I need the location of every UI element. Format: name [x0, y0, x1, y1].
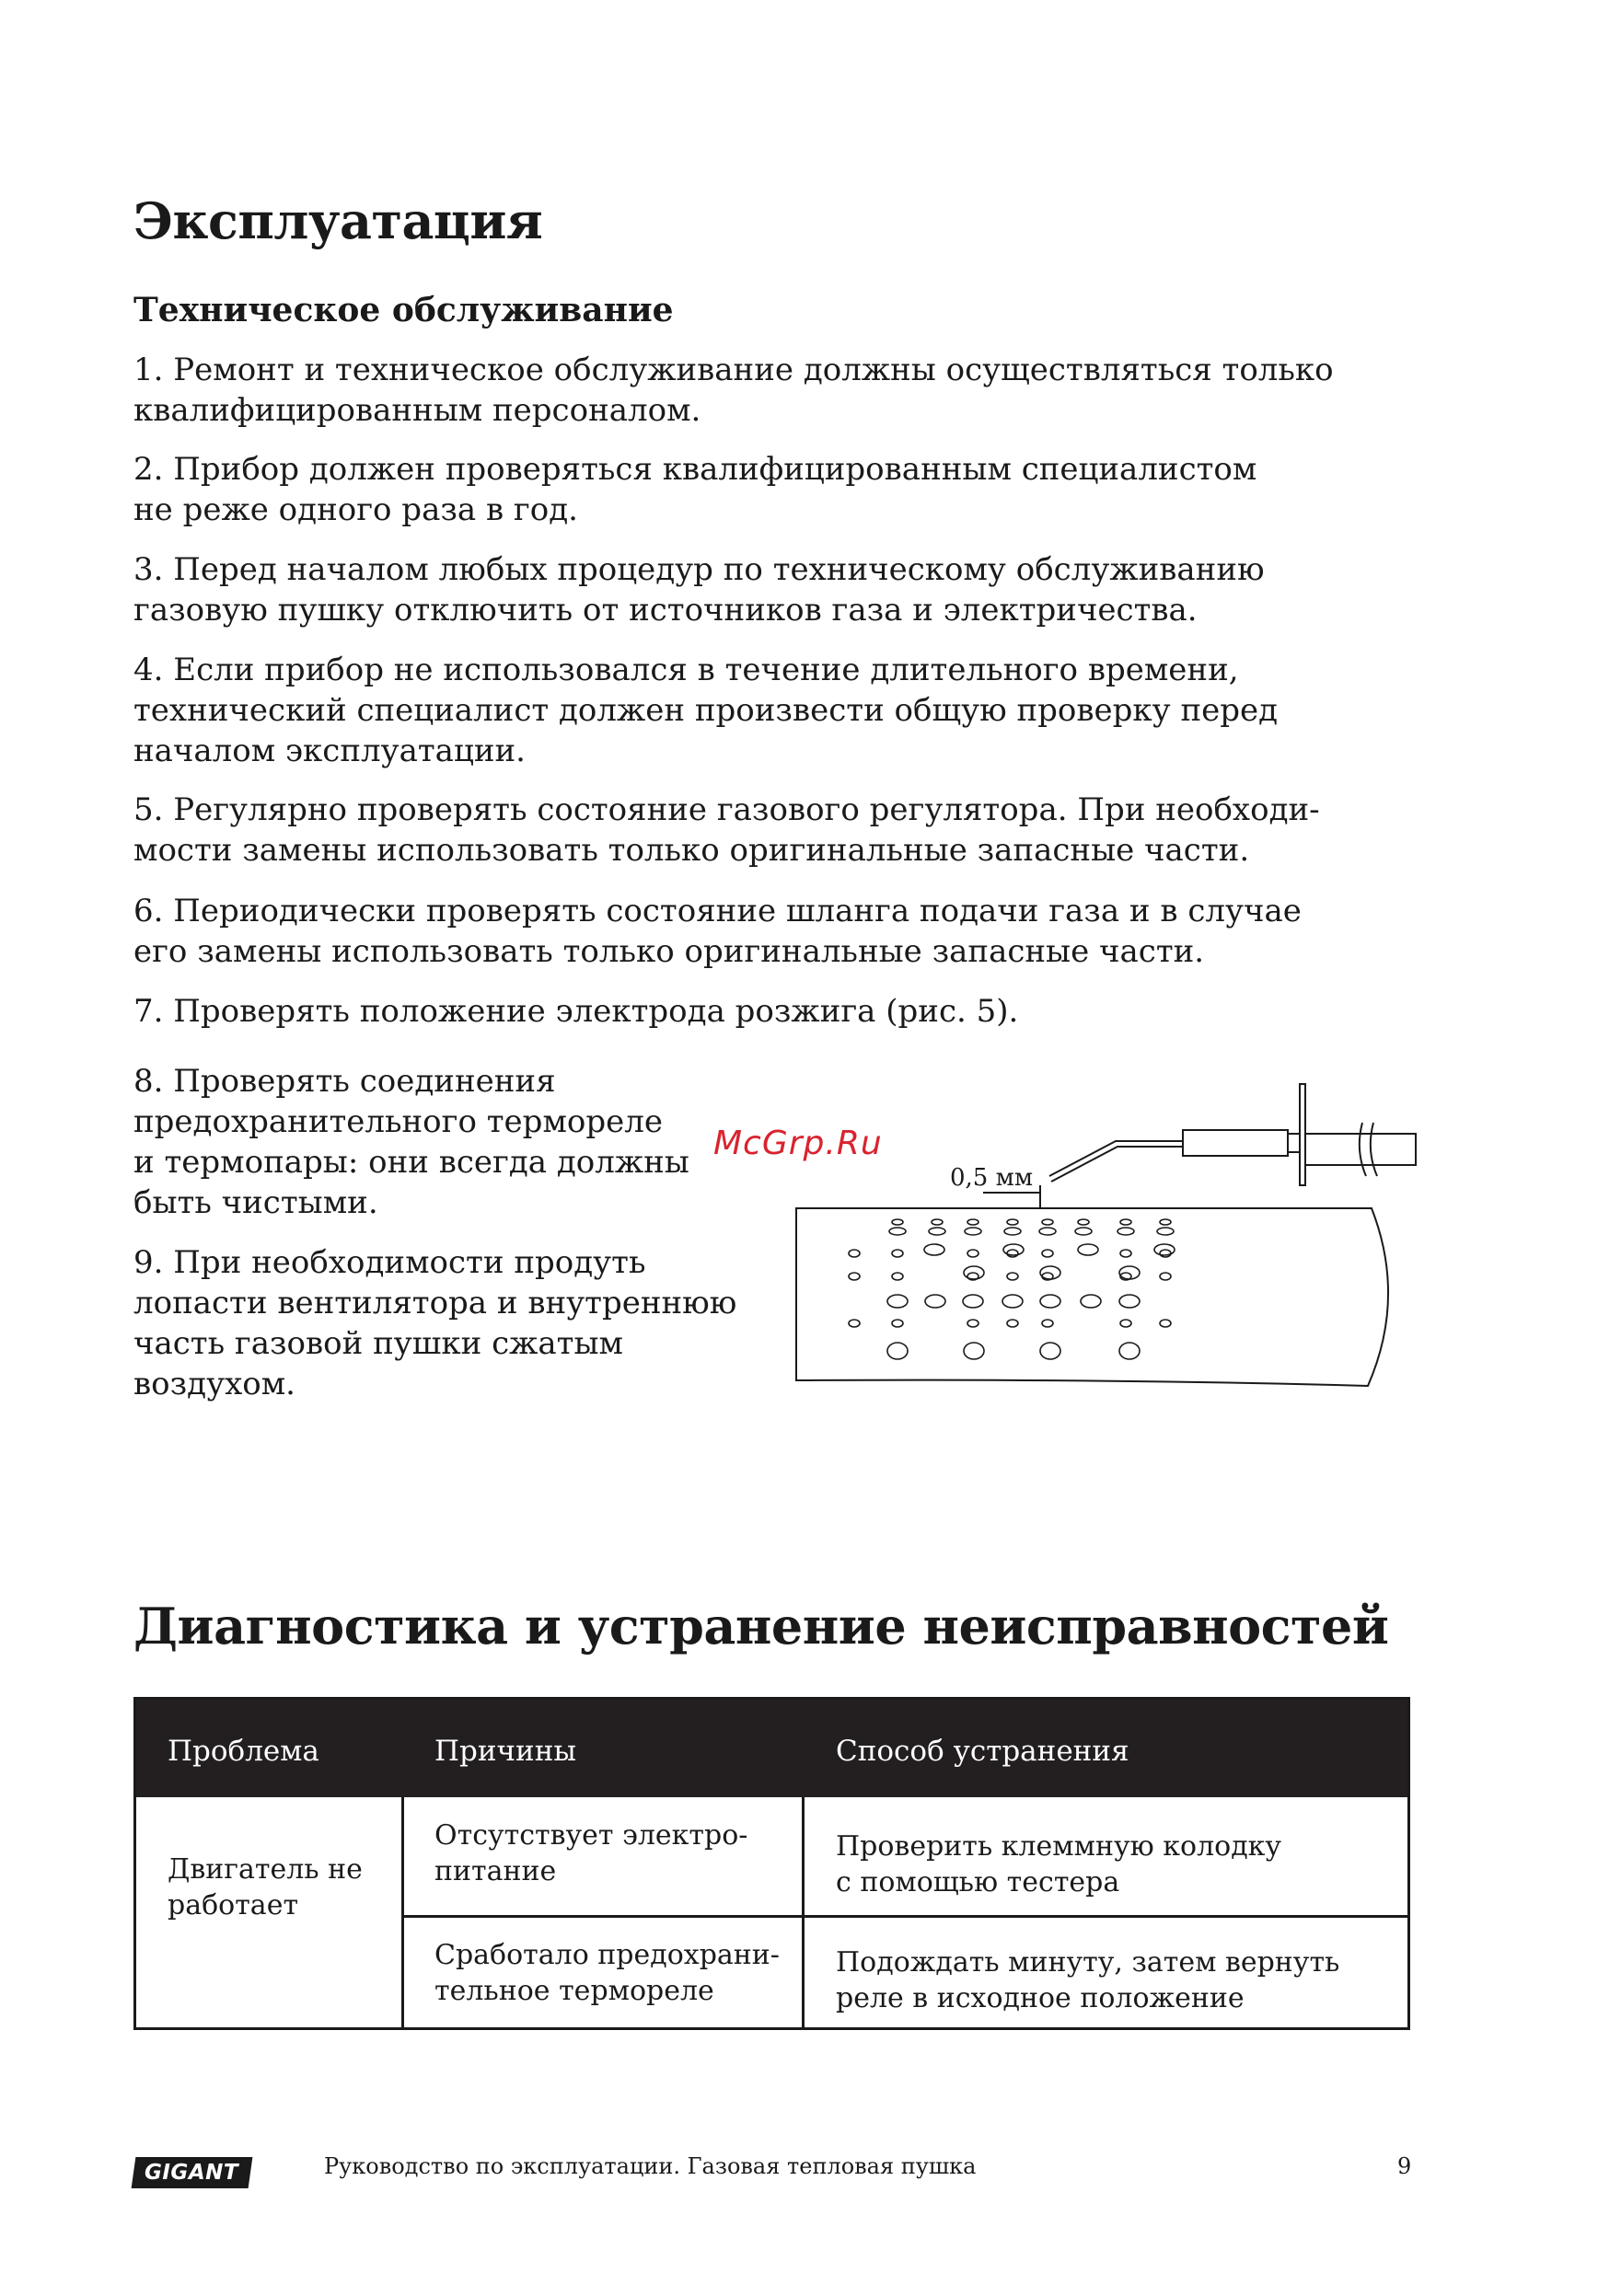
burner-hole: [892, 1219, 903, 1225]
burner-hole: [892, 1250, 903, 1257]
burner-hole: [1004, 1228, 1021, 1235]
burner-hole: [887, 1343, 908, 1359]
burner-hole: [963, 1295, 983, 1308]
burner-hole: [1042, 1320, 1053, 1327]
burner-hole: [1002, 1295, 1023, 1308]
burner-hole: [1119, 1343, 1140, 1359]
burner-hole: [849, 1273, 860, 1280]
burner-hole: [1040, 1295, 1060, 1308]
maintenance-item-8: 8. Проверять соединения предохранительного термореле и термопары: они всегда должны быть чистыми.: [133, 1063, 689, 1221]
burner-hole: [1007, 1219, 1018, 1225]
maintenance-item-3: 3. Перед началом любых процедур по техническому обслуживанию газовую пушку отключить от источников газа и электричества.: [133, 551, 1265, 629]
gigant-logo: [132, 2157, 253, 2188]
maintenance-item-6: 6. Периодически проверять состояние шланга подачи газа и в случае его замены использовать только оригинальные запасные части.: [133, 893, 1302, 970]
burner-holes: [849, 1219, 1175, 1359]
burner-hole: [1039, 1228, 1056, 1235]
gap-label: 0,5 мм: [950, 1164, 1034, 1192]
burner-hole: [924, 1244, 944, 1255]
maintenance-item-5: 5. Регулярно проверять состояние газового регулятора. При необходи- мости замены использовать только оригинальные запасные части.: [133, 791, 1320, 869]
mounting-flange: [1300, 1084, 1305, 1185]
maintenance-item-1: 1. Ремонт и техническое обслуживание должны осуществляться только квалифицированным персоналом.: [133, 352, 1334, 429]
section-title-diagnostics: Диагностика и устранение неисправностей: [133, 1597, 1389, 1656]
burner-hole: [925, 1295, 945, 1308]
burner-hole: [1160, 1320, 1171, 1327]
watermark: McGrp.Ru: [713, 1125, 883, 1162]
cell-solution-1: Проверить клеммную колодку с помощью тестера: [836, 1830, 1282, 1898]
burner-hole: [849, 1250, 860, 1257]
cell-problem: Двигатель не работает: [168, 1853, 363, 1921]
burner-hole: [1081, 1295, 1101, 1308]
footer-document-title: Руководство по эксплуатации. Газовая тепловая пушка: [324, 2153, 977, 2179]
burner-hole: [932, 1219, 943, 1225]
burner-hole: [1157, 1228, 1174, 1235]
burner-hole: [1120, 1219, 1131, 1225]
burner-hole: [1078, 1244, 1098, 1255]
burner-hole: [1119, 1295, 1140, 1308]
page-number: 9: [1397, 2153, 1412, 2179]
burner-hole: [965, 1228, 981, 1235]
burner-hole: [1042, 1219, 1053, 1225]
subsection-title-maintenance: Техническое обслуживание: [133, 291, 674, 329]
column-divider: [802, 1797, 805, 2030]
maintenance-item-4: 4. Если прибор не использовался в течение длительного времени, технический специалист должен произвести общую проверку перед началом эксплуатации.: [133, 652, 1279, 769]
header-causes: Причины: [434, 1735, 577, 1768]
burner-hole: [892, 1320, 903, 1327]
header-solution: Способ устранения: [836, 1735, 1129, 1768]
troubleshooting-table: [133, 1697, 1410, 2030]
burner-hole: [1117, 1228, 1134, 1235]
maintenance-item-7: 7. Проверять положение электрода розжига (рис. 5).: [133, 993, 1019, 1030]
section-title-operation: Эксплуатация: [133, 191, 543, 250]
maintenance-item-9: 9. При необходимости продуть лопасти вентилятора и внутреннюю часть газовой пушки сжатым воздухом.: [133, 1244, 737, 1402]
burner-plate-outline: [796, 1208, 1388, 1386]
burner-hole: [892, 1273, 903, 1280]
burner-hole: [1007, 1320, 1018, 1327]
maintenance-item-2: 2. Прибор должен проверяться квалифицированным специалистом не реже одного раза в год.: [133, 451, 1257, 528]
burner-hole: [889, 1228, 906, 1235]
burner-hole: [1120, 1320, 1131, 1327]
holder-neck: [1288, 1134, 1300, 1152]
row-divider: [401, 1915, 1410, 1918]
burner-hole: [1160, 1219, 1171, 1225]
burner-hole: [1160, 1273, 1171, 1280]
burner-hole: [964, 1343, 984, 1359]
ignition-electrode-figure: [792, 1077, 1427, 1399]
table-header: [136, 1700, 1407, 1797]
burner-hole: [1120, 1250, 1131, 1257]
burner-hole: [929, 1228, 945, 1235]
burner-hole: [849, 1320, 860, 1327]
burner-hole: [1040, 1343, 1060, 1359]
burner-hole: [1042, 1250, 1053, 1257]
burner-hole: [1007, 1273, 1018, 1280]
cell-solution-2: Подождать минуту, затем вернуть реле в исходное положение: [836, 1946, 1340, 2014]
burner-hole: [967, 1250, 978, 1257]
burner-hole: [1078, 1219, 1089, 1225]
burner-hole: [1007, 1250, 1018, 1257]
header-problem: Проблема: [168, 1735, 319, 1768]
logo-text: GIGANT: [145, 2161, 239, 2185]
cell-cause-1: Отсутствует электро- питание: [434, 1819, 748, 1887]
electrode-holder: [1183, 1130, 1288, 1156]
burner-hole: [887, 1295, 908, 1308]
burner-hole: [967, 1320, 978, 1327]
burner-hole: [1075, 1228, 1092, 1235]
burner-hole: [967, 1219, 978, 1225]
cable-break: [1360, 1123, 1377, 1176]
column-divider: [401, 1797, 404, 2030]
cell-cause-2: Сработало предохрани- тельное термореле: [434, 1939, 780, 2007]
burner-hole: [1160, 1250, 1171, 1257]
